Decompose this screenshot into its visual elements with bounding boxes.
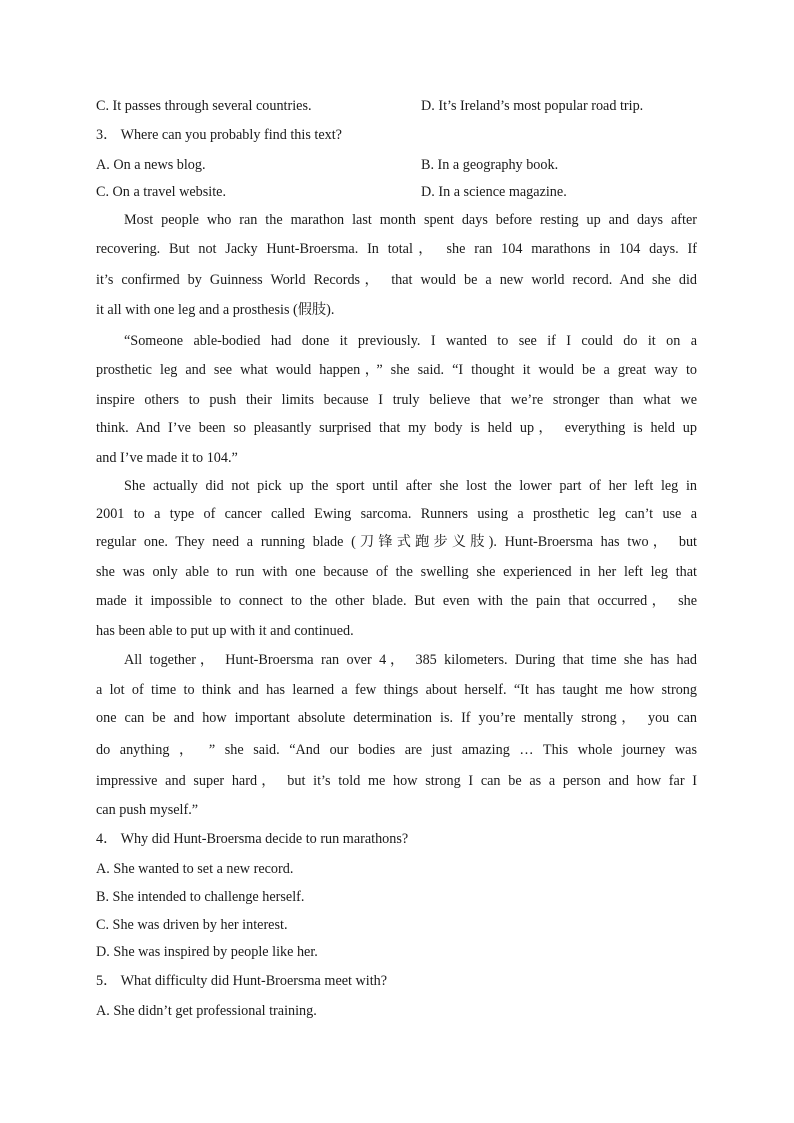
passage-p4-line: All together， Hunt-Broersma ran over 4， 385 kilometers. During that time she has had [124,652,697,668]
q3-option-c: C. On a travel website. [96,184,227,200]
passage-p3-line: made it impossible to connect to the other blade. But even with the pain that occurred， she [96,593,697,609]
q4-option-d: D. She was inspired by people like her. [96,944,318,960]
passage-p4-line: do anything ， ” she said. “And our bodies are just amazing … This whole journey was [96,742,697,758]
passage-p1-line: recovering. But not Jacky Hunt-Broersma. In total， she ran 104 marathons in 104 days. If [96,241,697,257]
q4-option-b: B. She intended to challenge herself. [96,889,305,905]
passage-p1-line: it’s confirmed by Guinness World Records， that would be a new world record. And she did [96,272,697,288]
q3-stem: 3． Where can you probably find this text? [96,127,342,143]
q4-option-c: C. She was driven by her interest. [96,917,288,933]
passage-p4-line: one can be and how important absolute determination is. If you’re mentally strong， you can [96,710,697,726]
q5-stem: 5． What difficulty did Hunt-Broersma meet with? [96,973,388,989]
q3-option-a: A. On a news blog. [96,157,206,173]
passage-p4-line: impressive and super hard， but it’s told me how strong I can be as a person and how far I [96,773,697,789]
passage-p3-line: She actually did not pick up the sport until after she lost the lower part of her left leg in [124,478,697,494]
passage-p1-line: it all with one leg and a prosthesis (假肢). [96,302,335,318]
passage-p2-line: and I’ve made it to 104.” [96,450,238,466]
q4-option-a: A. She wanted to set a new record. [96,861,294,877]
q3-option-d: D. In a science magazine. [421,184,567,200]
passage-p4-line: a lot of time to think and has learned a few things about herself. “It has taught me how strong [96,682,697,698]
q3-option-b: B. In a geography book. [421,157,559,173]
passage-p4-line: can push myself.” [96,802,199,818]
q4-stem: 4． Why did Hunt-Broersma decide to run marathons? [96,831,409,847]
q2-option-c: C. It passes through several countries. [96,98,312,114]
passage-p3-line: 2001 to a type of cancer called Ewing sarcoma. Runners using a prosthetic leg can’t use a [96,506,697,522]
q2-option-d: D. It’s Ireland’s most popular road trip. [421,98,644,114]
passage-p3-line: has been able to put up with it and continued. [96,623,354,639]
passage-p2-line: think. And I’ve been so pleasantly surprised that my body is held up， everything is held up [96,420,697,436]
passage-p2-line: prosthetic leg and see what would happen，” she said. “I thought it would be a great way to [96,362,697,378]
passage-p2-line: inspire others to push their limits because I truly believe that we’re stronger than what we [96,392,697,408]
passage-p3-line: regular one. They need a running blade (刀锋式跑步义肢). Hunt-Broersma has two， but [96,534,697,550]
passage-p1-line: Most people who ran the marathon last month spent days before resting up and days after [124,212,697,228]
passage-p2-line: “Someone able-bodied had done it previously. I wanted to see if I could do it on a [124,333,697,349]
q5-option-a: A. She didn’t get professional training. [96,1003,317,1019]
passage-p3-line: she was only able to run with one because of the swelling she experienced in her left leg that [96,564,697,580]
